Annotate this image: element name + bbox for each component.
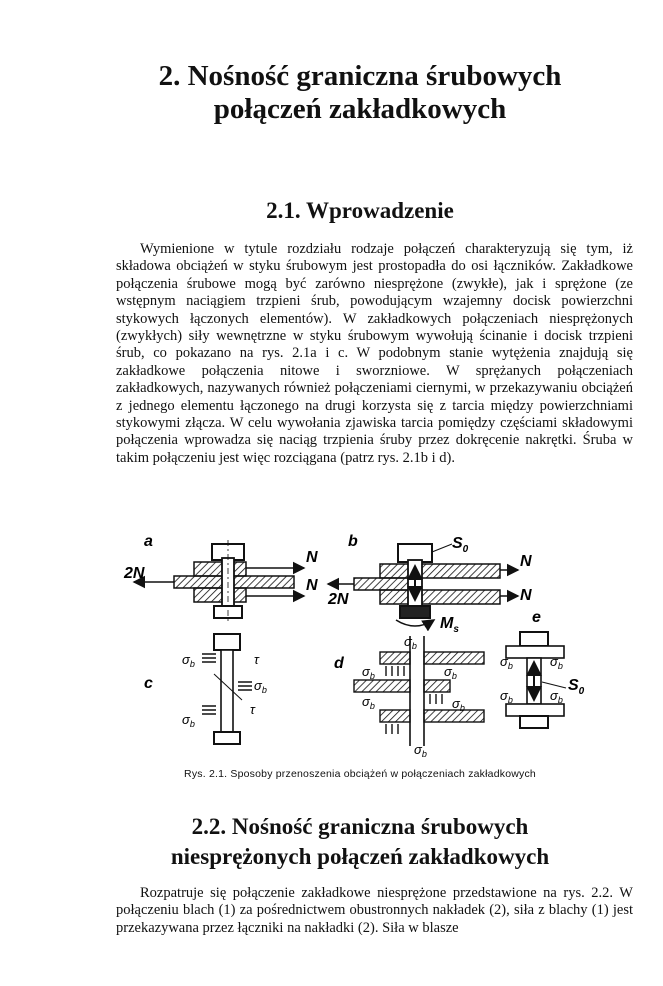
label-Ms: $M_s$	[440, 615, 459, 635]
label-sigma-e3: $\sigma_b$	[500, 688, 513, 705]
label-c: c	[144, 675, 153, 692]
label-sigma-d2: $\sigma_b$	[362, 664, 375, 681]
chapter-title-line2: połączeń zakładkowych	[213, 93, 507, 125]
label-N-a-top: N	[306, 549, 318, 566]
figure-caption: Rys. 2.1. Sposoby przenoszenia obciążeń w połączeniach zakładkowych	[184, 768, 536, 780]
introduction-paragraph: Wymienione w tytule rozdziału rodzaje połączeń charakteryzują się tym, iż składowa obciążeń w styku śrubowym jest prostopadła do osi łączników. Zakładkowe połączenia śrubowe mogą być zarówno niesprężone (zwykłe), jak i sprężone (ze wstępnym naciągiem trzpieni śrub, powodującym wzajemny docisk powierzchni stykowych łączonych elementów). W zakładkowych połączeniach niesprężonych (zwykłych) siły wewnętrzne w styku śrubowym wywołują ścinanie i docisk trzpieni śrub, co pokazano na rys. 2.1a i c. W podobnym stanie wytężenia znajdują się zakładkowe połączenia nitowe i sworzniowe. W sprężanych połączeniach zakładkowych, nazywanych również połączeniami ciernymi, w przekazywaniu obciążeń z jednego elementu łączonego na drugi korzysta się z tarcia między powierzchniami stykowymi złącza. W celu wywołania zjawiska tarcia pomiędzy częściami składowymi połączenia wprowadza się naciąg trzpienia śruby przez dokręcenie nakrętki. Śruba w takim połączeniu jest więc rozciągana (patrz rys. 2.1b i d).	[116, 241, 633, 466]
label-sigma-d3: $\sigma_b$	[444, 664, 457, 681]
label-sigma-e2: $\sigma_b$	[550, 654, 563, 671]
section2-title-line1: 2.2. Nośność graniczna śrubowych	[191, 814, 529, 839]
figure-part-c	[144, 634, 267, 744]
label-sigma-d6: $\sigma_b$	[414, 742, 427, 759]
label-sigma-e4: $\sigma_b$	[550, 688, 563, 705]
label-tau-c1: τ	[254, 652, 259, 667]
figure-drawing	[122, 528, 602, 760]
label-sigma-c2: $\sigma_b$	[254, 678, 267, 695]
label-2N-a: 2N	[124, 565, 145, 582]
label-N-b-top: N	[520, 553, 532, 570]
label-sigma-d1: $\sigma_b$	[404, 634, 417, 651]
label-S0-e: $S_0$	[568, 677, 585, 697]
label-d: d	[334, 655, 344, 672]
section-title-introduction: 2.1. Wprowadzenie	[266, 198, 454, 223]
label-e: e	[532, 609, 541, 626]
label-sigma-e1: $\sigma_b$	[500, 654, 513, 671]
chapter-title	[60, 60, 660, 126]
chapter-title-line1: 2. Nośność graniczna śrubowych	[158, 60, 562, 92]
section2-paragraph: Rozpatruje się połączenie zakładkowe niesprężone przedstawione na rys. 2.2. W połączeniu blach (1) za pośrednictwem obustronnych nakładek (2), siła z blachy (1) jest przekazywana przez łączniki na nakładki (2). Siła w blasze	[116, 885, 633, 936]
label-sigma-c1: $\sigma_b$	[182, 652, 195, 669]
figure-part-d	[334, 634, 484, 759]
label-N-b-bottom: N	[520, 587, 532, 604]
figure-part-a	[123, 533, 318, 624]
figure-part-e	[500, 609, 585, 728]
label-N-a-bottom: N	[306, 577, 318, 594]
label-sigma-c3: $\sigma_b$	[182, 712, 195, 729]
label-a: a	[144, 533, 153, 550]
label-sigma-d4: $\sigma_b$	[362, 694, 375, 711]
label-S0-b: $S_0$	[452, 535, 469, 555]
section2-title-line2: niesprężonych połączeń zakładkowych	[170, 844, 550, 869]
label-2N-b: 2N	[328, 591, 349, 608]
label-tau-c2: τ	[250, 702, 255, 717]
label-b: b	[348, 533, 358, 550]
figure-2-1	[122, 528, 602, 760]
section-title-non-preloaded	[60, 812, 660, 872]
label-sigma-d5: $\sigma_b$	[452, 696, 465, 713]
figure-part-b	[327, 533, 532, 635]
